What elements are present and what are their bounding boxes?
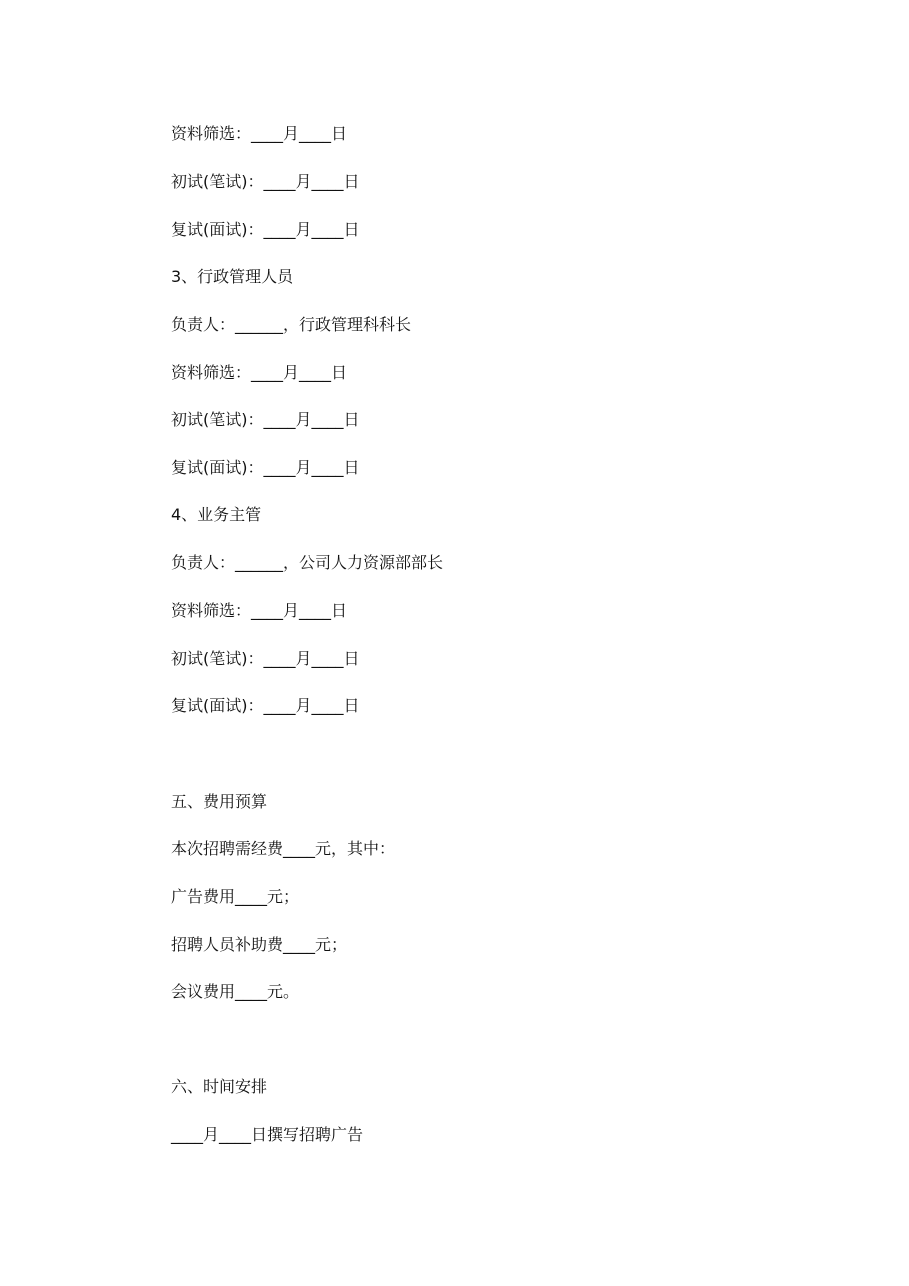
text-line: 招聘人员补助费____元； (171, 935, 348, 954)
section-heading: 五、费用预算 (171, 792, 268, 811)
text-line: 初试(笔试)：____月____日 (171, 172, 360, 191)
text-line: 资料筛选：____月____日 (171, 363, 348, 382)
text-line: 负责人：______，行政管理科科长 (171, 315, 412, 334)
text-line: 复试(面试)：____月____日 (171, 220, 360, 239)
text-line: 本次招聘需经费____元，其中： (171, 839, 396, 858)
section-heading: 六、时间安排 (171, 1077, 268, 1096)
section-heading: 3、行政管理人员 (171, 267, 294, 286)
section-heading: 4、业务主管 (171, 505, 262, 524)
text-line: 会议费用____元。 (171, 982, 300, 1001)
text-line: ____月____日撰写招聘广告 (171, 1125, 364, 1144)
text-line: 负责人：______，公司人力资源部部长 (171, 553, 444, 572)
text-line: 初试(笔试)：____月____日 (171, 410, 360, 429)
text-line: 初试(笔试)：____月____日 (171, 649, 360, 668)
text-line: 复试(面试)：____月____日 (171, 696, 360, 715)
text-line: 资料筛选：____月____日 (171, 601, 348, 620)
text-line: 复试(面试)：____月____日 (171, 458, 360, 477)
text-line: 广告费用____元； (171, 887, 300, 906)
text-line: 资料筛选：____月____日 (171, 124, 348, 143)
